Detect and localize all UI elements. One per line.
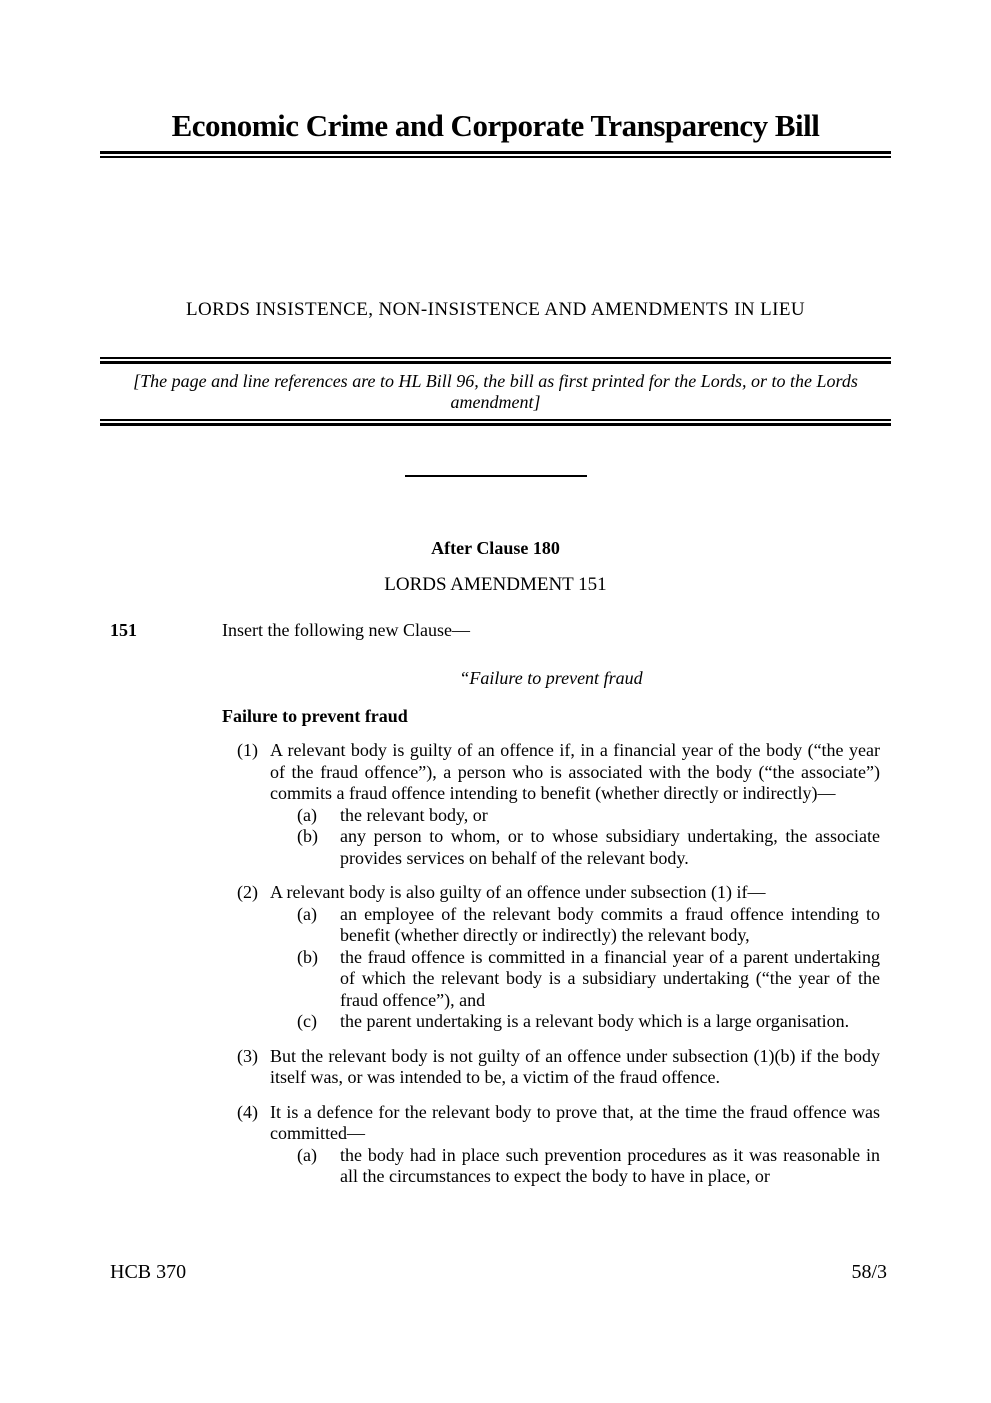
section-separator-rule [405,475,587,477]
clause-2-sub-b-number: (b) [297,946,318,967]
clause-3-number: (3) [237,1045,258,1066]
clause-2-sub-c-number: (c) [297,1011,317,1031]
clause-4-sub-a-number: (a) [297,1144,317,1165]
clause-2-sub-a [297,903,880,947]
title-double-rule [100,151,891,158]
clause-1-sub-b [297,826,880,869]
amendment-number: 151 [110,620,137,640]
amendment-instruction: Insert the following new Clause— [222,620,470,640]
clause-2-sub-a-number: (a) [297,903,317,924]
clause-1 [237,740,880,869]
reference-note: [The page and line references are to HL Bill 96, the bill as first printed for the Lords, or to the Lords amendment] [133,371,858,412]
clause-4-number: (4) [237,1101,258,1122]
lords-amendment-heading: LORDS AMENDMENT 151 [384,574,607,595]
clause-2-number: (2) [237,882,258,902]
clause-2 [237,882,880,1033]
clause-1-text: A relevant body is guilty of an offence if, in a financial year of the body (“the year of the fraud offence”), a person who is associated with the body (“the associate”) commits a fraud offence intending to benefit (whether directly or indirectly)— [270,740,880,803]
clause-2-sub-c-text: the parent undertaking is a relevant body which is a large organisation. [340,1011,850,1031]
amendment-lead-line [0,619,991,641]
clause-2-sub-c [297,1011,880,1033]
clause-2-sub-b [297,946,880,1012]
reference-note-box [100,357,891,426]
bill-title: Economic Crime and Corporate Transparency Bill [171,108,820,143]
clause-1-number: (1) [237,740,258,760]
clause-1-sub-b-number: (b) [297,826,318,846]
clause-4-text: It is a defence for the relevant body to prove that, at the time the fraud offence was committed— [270,1101,880,1143]
footer-bill-reference: HCB 370 [110,1261,187,1283]
clause-4-sub-a [297,1144,880,1188]
lords-insistence-heading: LORDS INSISTENCE, NON-INSISTENCE AND AMENDMENTS IN LIEU [186,299,805,320]
clause-1-sub-a-number: (a) [297,804,317,825]
clause-1-sub-a-text: the relevant body, or [340,804,488,825]
new-clause-title: Failure to prevent fraud [222,706,408,726]
clause-2-sub-a-text: an employee of the relevant body commits a fraud offence intending to benefit (whether directly or indirectly) the relevant body, [340,903,880,945]
clause-4 [237,1101,880,1188]
clause-4-sub-a-text: the body had in place such prevention procedures as it was reasonable in all the circumstances to expect the body to have in place, or [340,1144,880,1186]
clause-1-sub-b-text: any person to whom, or to whose subsidiary undertaking, the associate provides services on behalf of the relevant body. [340,826,880,868]
quoted-clause-italic-heading: “Failure to prevent fraud [459,668,643,688]
clause-2-text: A relevant body is also guilty of an offence under subsection (1) if— [270,882,766,902]
clause-3 [237,1045,880,1089]
clause-2-sub-b-text: the fraud offence is committed in a financial year of a parent undertaking of which the relevant body is a subsidiary undertaking (“the year of the fraud offence”), and [340,946,880,1010]
clause-3-text: But the relevant body is not guilty of an offence under subsection (1)(b) if the body itself was, or was intended to be, a victim of the fraud offence. [270,1045,880,1087]
footer-page-reference: 58/3 [851,1261,887,1283]
after-clause-heading: After Clause 180 [431,538,560,558]
reference-box-top-rule [100,357,891,364]
page-footer [110,1260,887,1284]
reference-box-bottom-rule [100,419,891,426]
clause-1-sub-a [297,804,880,827]
